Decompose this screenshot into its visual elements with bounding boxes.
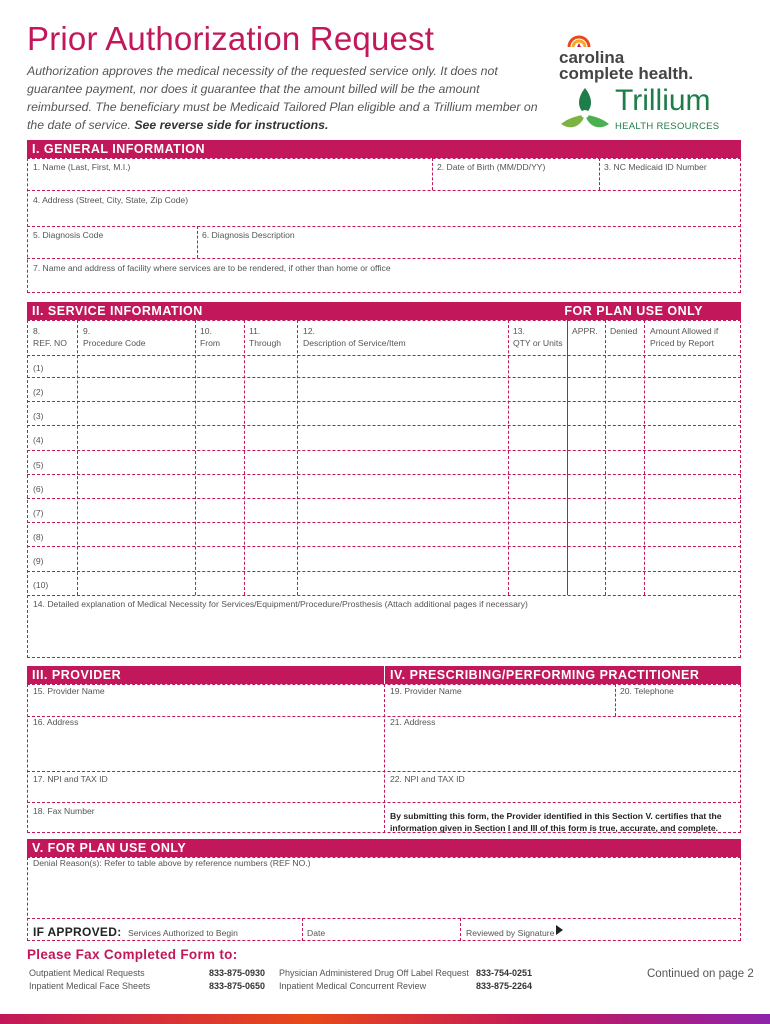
divider xyxy=(27,258,741,259)
col-allowed-header xyxy=(650,325,718,349)
col-appr-header: APPR. xyxy=(572,326,598,336)
fax-label-drug-off-label: Physician Administered Drug Off Label Request xyxy=(279,968,469,978)
fax-number-inpatient-sheets: 833-875-0650 xyxy=(209,981,266,991)
service-row-9[interactable]: (9) xyxy=(33,556,44,566)
divider xyxy=(599,158,600,190)
divider xyxy=(27,522,741,523)
brand2-logo-text: Trillium xyxy=(615,84,711,117)
divider xyxy=(644,320,645,595)
col11-label: Through xyxy=(249,338,282,348)
service-row-7[interactable]: (7) xyxy=(33,508,44,518)
section5-header: V. FOR PLAN USE ONLY xyxy=(27,839,741,857)
divider xyxy=(27,571,741,572)
fax-number-concurrent-review: 833-875-2264 xyxy=(476,981,533,991)
divider xyxy=(27,425,741,426)
fax-label-inpatient-sheets: Inpatient Medical Face Sheets xyxy=(29,981,151,991)
denial-reason-field[interactable]: Denial Reason(s): Refer to table above by reference numbers (REF NO.) xyxy=(33,858,311,868)
divider xyxy=(27,190,741,191)
fax-label-concurrent-review: Inpatient Medical Concurrent Review xyxy=(279,981,427,991)
section2-title: II. SERVICE INFORMATION xyxy=(32,304,203,318)
divider xyxy=(27,802,741,803)
practitioner-telephone-field[interactable]: 20. Telephone xyxy=(620,686,674,696)
service-row-6[interactable]: (6) xyxy=(33,484,44,494)
brand1-logo-text xyxy=(559,50,693,82)
attestation-line2: information given in Section I and III of this form is true, accurate, and complete. xyxy=(390,823,719,833)
divider xyxy=(27,595,741,596)
patient-name-field[interactable]: 1. Name (Last, First, M.I.) xyxy=(33,162,131,172)
fax-title: Please Fax Completed Form to: xyxy=(27,947,238,962)
intro-text xyxy=(27,62,547,134)
patient-address-field[interactable]: 4. Address (Street, City, State, Zip Code) xyxy=(33,195,189,205)
divider xyxy=(27,377,741,378)
attestation-statement xyxy=(390,810,722,834)
reviewed-by-signature-field[interactable]: Reviewed by Signature xyxy=(466,928,555,938)
service-row-4[interactable]: (4) xyxy=(33,435,44,445)
continued-note: Continued on page 2 xyxy=(647,968,754,980)
divider xyxy=(460,918,461,941)
col9-num: 9. xyxy=(83,326,91,336)
service-row-8[interactable]: (8) xyxy=(33,532,44,542)
col-from-header xyxy=(200,325,220,349)
divider xyxy=(432,158,433,190)
divider xyxy=(77,320,78,595)
divider xyxy=(605,320,606,595)
col-denied-header: Denied xyxy=(610,326,638,336)
logo-area xyxy=(555,22,755,137)
intro-body: Authorization approves the medical necessity of the requested service only. It does not guarantee payment, nor does it guarantee that the amount billed will be the amount reimbursed. The beneficiary must be Medicaid Tailored Plan eligible and a Trillium member on the date of service. xyxy=(27,64,538,132)
col-qty-header xyxy=(513,325,563,349)
section4-header: IV. PRESCRIBING/PERFORMING PRACTITIONER xyxy=(385,666,741,684)
service-row-3[interactable]: (3) xyxy=(33,411,44,421)
divider xyxy=(244,320,245,595)
col13-label: QTY or Units xyxy=(513,338,563,348)
divider xyxy=(297,320,298,595)
col13-num: 13. xyxy=(513,326,525,336)
diagnosis-code-field[interactable]: 5. Diagnosis Code xyxy=(33,230,104,240)
col-description-header xyxy=(303,325,406,349)
col12-num: 12. xyxy=(303,326,315,336)
facility-field[interactable]: 7. Name and address of facility where services are to be rendered, if other than home or office xyxy=(33,263,391,273)
col12-label: Description of Service/Item xyxy=(303,338,406,348)
divider xyxy=(27,355,741,356)
if-approved-label: IF APPROVED: xyxy=(33,925,122,939)
col10-num: 10. xyxy=(200,326,212,336)
plan-use-only-label: FOR PLAN USE ONLY xyxy=(564,304,703,318)
practitioner-name-field[interactable]: 19. Provider Name xyxy=(390,686,462,696)
fax-label-outpatient: Outpatient Medical Requests xyxy=(29,968,145,978)
service-row-2[interactable]: (2) xyxy=(33,387,44,397)
practitioner-address-field[interactable]: 21. Address xyxy=(390,717,436,727)
allowed-line2: Priced by Report xyxy=(650,338,715,348)
divider xyxy=(615,684,616,716)
divider xyxy=(197,226,198,258)
col8-num: 8. xyxy=(33,326,41,336)
col-ref-no-header xyxy=(33,325,67,349)
section2-header xyxy=(27,302,741,320)
service-row-1[interactable]: (1) xyxy=(33,363,44,373)
divider xyxy=(567,320,568,595)
divider xyxy=(27,474,741,475)
service-row-5[interactable]: (5) xyxy=(33,460,44,470)
col9-label: Procedure Code xyxy=(83,338,146,348)
divider xyxy=(27,226,741,227)
col-through-header xyxy=(249,325,281,349)
intro-instructions: See reverse side for instructions. xyxy=(134,118,329,132)
fax-number-outpatient: 833-875-0930 xyxy=(209,968,266,978)
section3-header: III. PROVIDER xyxy=(27,666,384,684)
provider-npi-field[interactable]: 17. NPI and TAX ID xyxy=(33,774,108,784)
divider xyxy=(384,684,385,833)
divider xyxy=(508,320,509,595)
service-row-10[interactable]: (10) xyxy=(33,580,49,590)
divider xyxy=(27,450,741,451)
brand1-line2: complete health. xyxy=(559,64,694,83)
triangle-right-icon xyxy=(556,925,563,935)
services-authorized-field[interactable]: Services Authorized to Begin xyxy=(128,928,238,938)
col10-label: From xyxy=(200,338,221,348)
diagnosis-description-field[interactable]: 6. Diagnosis Description xyxy=(202,230,295,240)
divider xyxy=(27,716,741,717)
form-title: Prior Authorization Request xyxy=(27,20,435,57)
medical-necessity-field[interactable]: 14. Detailed explanation of Medical Necessity for Services/Equipment/Procedure/Prosthesis (Attach additional pages if necessary) xyxy=(33,599,528,609)
approval-date-field[interactable]: Date xyxy=(307,928,326,938)
divider xyxy=(27,498,741,499)
bottom-color-stripe xyxy=(0,1014,770,1024)
brand2-subtitle: HEALTH RESOURCES xyxy=(615,121,720,132)
provider-fax-field[interactable]: 18. Fax Number xyxy=(33,806,95,816)
col8-label: REF. NO xyxy=(33,338,67,348)
col-procedure-header xyxy=(83,325,146,349)
provider-name-field[interactable]: 15. Provider Name xyxy=(33,686,105,696)
divider xyxy=(27,918,741,919)
provider-address-field[interactable]: 16. Address xyxy=(33,717,79,727)
attestation-line1: By submitting this form, the Provider identified in this Section V. certifies that the xyxy=(390,811,722,821)
trillium-flower-logo-icon xyxy=(557,84,613,136)
divider xyxy=(195,320,196,595)
fax-number-drug-off-label: 833-754-0251 xyxy=(476,968,533,978)
practitioner-npi-field[interactable]: 22. NPI and TAX ID xyxy=(390,774,465,784)
divider xyxy=(302,918,303,941)
carolina-complete-health-logo-icon xyxy=(567,27,591,49)
allowed-line1: Amount Allowed if xyxy=(650,326,719,336)
col11-num: 11. xyxy=(249,326,261,336)
divider xyxy=(27,401,741,402)
brand1-line1: carolina xyxy=(559,48,625,67)
medicaid-id-field[interactable]: 3. NC Medicaid ID Number xyxy=(604,162,707,172)
section1-header: I. GENERAL INFORMATION xyxy=(27,140,741,158)
date-of-birth-field[interactable]: 2. Date of Birth (MM/DD/YY) xyxy=(437,162,546,172)
divider xyxy=(27,771,741,772)
divider xyxy=(27,546,741,547)
